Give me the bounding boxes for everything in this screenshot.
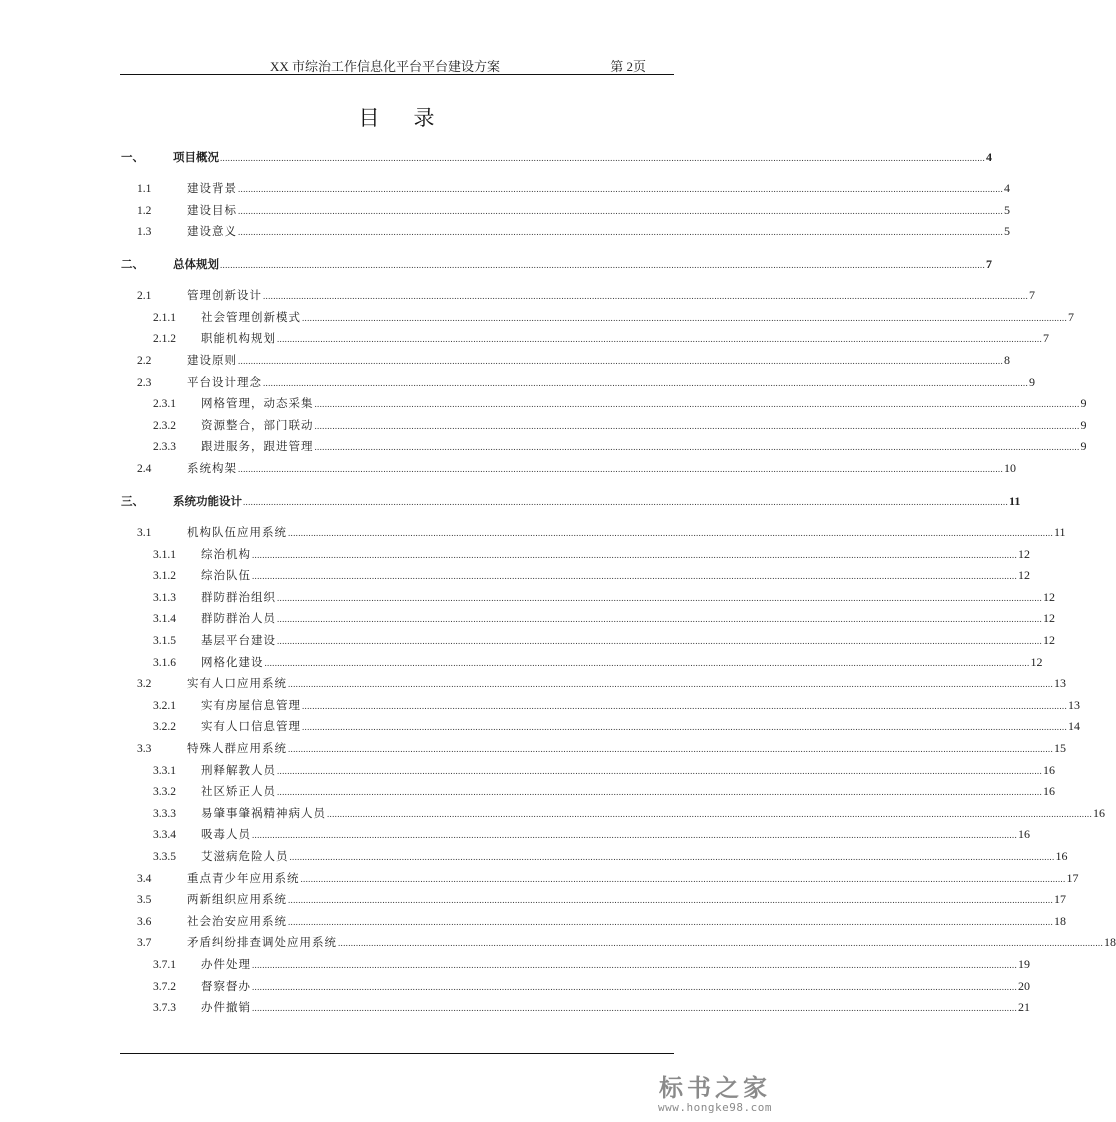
toc-dot-leader: ............................................................................................................................................................................................................................................................................................................ xyxy=(288,528,1053,538)
toc-entry[interactable] xyxy=(117,328,1049,348)
toc-dot-leader: ............................................................................................................................................................................................................................................................................................................ xyxy=(288,895,1053,906)
toc-entry-title[interactable]: 机构队伍应用系统 xyxy=(187,525,287,539)
toc-entry-number: 3.1.5 xyxy=(153,635,176,647)
toc-entry-title[interactable]: 总体规划 xyxy=(173,257,219,272)
toc-entry[interactable] xyxy=(117,630,1055,650)
toc-entry-title[interactable]: 两新组织应用系统 xyxy=(187,892,287,907)
toc-entry-title[interactable]: 社会管理创新模式 xyxy=(201,309,301,324)
toc-entry[interactable] xyxy=(117,608,1055,628)
toc-entry[interactable] xyxy=(117,716,1080,736)
toc-entry-title[interactable]: 社会治安应用系统 xyxy=(187,913,287,928)
toc-entry-title[interactable]: 职能机构规划 xyxy=(201,331,276,346)
toc-dot-leader: ............................................................................................................................................................................................................................................................................................................ xyxy=(300,873,1066,884)
toc-entry-title[interactable]: 建设意义 xyxy=(187,224,237,239)
toc-entry[interactable] xyxy=(117,738,1066,758)
page-number: 第 2页 xyxy=(610,59,646,74)
toc-entry-page: 7 xyxy=(1043,331,1049,346)
toc-entry-number: 3.3.1 xyxy=(153,764,176,777)
toc-entry-title[interactable]: 矛盾纠纷排查调处应用系统 xyxy=(187,935,337,950)
toc-entry[interactable] xyxy=(117,178,1010,198)
toc-entry[interactable] xyxy=(117,254,992,274)
toc-entry-number: 2.1 xyxy=(137,290,152,303)
toc-entry-title[interactable]: 艾滋病危险人员 xyxy=(201,849,289,863)
toc-entry-number: 一、 xyxy=(121,150,144,164)
toc-entry-title[interactable]: 综治队伍 xyxy=(201,568,251,583)
toc-entry[interactable] xyxy=(117,221,1010,241)
toc-entry-number: 2.3 xyxy=(137,376,152,389)
toc-entry-page: 17 xyxy=(1066,870,1079,885)
toc-entry-number: 3.7.1 xyxy=(153,959,176,971)
toc-entry[interactable] xyxy=(117,285,1035,305)
toc-dot-leader: ............................................................................................................................................................................................................................................................................................................ xyxy=(252,549,1017,560)
toc-entry[interactable] xyxy=(117,491,1021,511)
toc-entry-title[interactable]: 综治机构 xyxy=(201,546,251,561)
toc-entry[interactable] xyxy=(117,200,1010,220)
toc-entry-number: 3.2.2 xyxy=(153,721,176,734)
toc-entry-title[interactable]: 刑释解教人员 xyxy=(201,762,276,777)
toc-entry-title[interactable]: 网格化建设 xyxy=(201,654,264,669)
toc-dot-leader: ............................................................................................................................................................................................................................................................................................................ xyxy=(238,205,1003,216)
toc-dot-leader: ............................................................................................................................................................................................................................................................................................................ xyxy=(238,227,1003,238)
toc-dot-leader: ............................................................................................................................................................................................................................................................................................................ xyxy=(338,938,1103,949)
toc-entry-page: 4 xyxy=(1004,181,1010,195)
toc-entry-page: 12 xyxy=(1030,654,1043,669)
toc-entry-page: 12 xyxy=(1043,611,1055,626)
toc-dot-leader: ............................................................................................................................................................................................................................................................................................................ xyxy=(220,153,985,163)
toc-entry-title[interactable]: 网格管理，动态采集 xyxy=(201,396,314,411)
toc-dot-leader: ............................................................................................................................................................................................................................................................................................................ xyxy=(277,334,1042,345)
toc-entry-page: 12 xyxy=(1043,589,1055,604)
toc-entry-title[interactable]: 系统功能设计 xyxy=(173,494,242,508)
toc-entry-page: 5 xyxy=(1004,224,1010,239)
toc-entry[interactable] xyxy=(117,544,1030,564)
toc-entry-number: 3.2.1 xyxy=(153,699,176,712)
document-title: XX 市综治工作信息化平台平台建设方案 xyxy=(270,59,501,74)
toc-entry-title[interactable]: 重点青少年应用系统 xyxy=(187,870,300,885)
toc-entry-number: 3.7.3 xyxy=(153,1002,176,1015)
toc-dot-leader: ............................................................................................................................................................................................................................................................................................................ xyxy=(288,744,1053,754)
toc-entry-title[interactable]: 实有人口信息管理 xyxy=(201,719,301,734)
toc-entry-number: 二、 xyxy=(121,257,144,272)
toc-entry-title[interactable]: 特殊人群应用系统 xyxy=(187,741,287,755)
toc-entry-page: 13 xyxy=(1068,697,1080,712)
toc-entry-title[interactable]: 办件处理 xyxy=(201,957,251,971)
toc-entry-title[interactable]: 吸毒人员 xyxy=(201,827,251,842)
toc-entry[interactable] xyxy=(117,911,1066,931)
toc-dot-leader: ............................................................................................................................................................................................................................................................................................................ xyxy=(263,377,1028,388)
toc-entry-number: 3.1.1 xyxy=(153,548,176,561)
toc-entry[interactable] xyxy=(117,652,1043,672)
toc-entry-number: 1.1 xyxy=(137,183,152,195)
toc-entry[interactable] xyxy=(117,522,1066,542)
toc-entry[interactable] xyxy=(117,147,992,167)
toc-dot-leader: ............................................................................................................................................................................................................................................................................................................ xyxy=(238,184,1003,194)
toc-entry-page: 16 xyxy=(1043,784,1055,799)
page-header xyxy=(120,56,674,74)
toc-dot-leader: ............................................................................................................................................................................................................................................................................................................ xyxy=(288,916,1053,927)
toc-dot-leader: ............................................................................................................................................................................................................................................................................................................ xyxy=(220,260,985,271)
toc-entry-number: 3.3.3 xyxy=(153,807,176,820)
toc-dot-leader: ............................................................................................................................................................................................................................................................................................................ xyxy=(252,830,1017,841)
toc-dot-leader: ............................................................................................................................................................................................................................................................................................................ xyxy=(264,657,1030,668)
toc-dot-leader: ............................................................................................................................................................................................................................................................................................................ xyxy=(277,765,1042,776)
toc-entry-page: 12 xyxy=(1018,568,1030,583)
toc-entry-page: 18 xyxy=(1104,935,1116,950)
toc-entry-page: 12 xyxy=(1043,633,1055,647)
watermark-logo xyxy=(640,1068,790,1114)
toc-entry-page: 16 xyxy=(1055,849,1068,863)
toc-entry-number: 2.3.1 xyxy=(153,398,176,411)
toc-entry-number: 三、 xyxy=(121,494,144,508)
toc-dot-leader: ............................................................................................................................................................................................................................................................................................................ xyxy=(314,420,1080,431)
toc-entry-title[interactable]: 实有人口应用系统 xyxy=(187,676,287,691)
toc-dot-leader: ............................................................................................................................................................................................................................................................................................................ xyxy=(302,312,1067,323)
toc-dot-leader: ............................................................................................................................................................................................................................................................................................................ xyxy=(314,399,1080,410)
toc-entry-number: 3.3.5 xyxy=(153,851,176,863)
toc-entry-number: 3.5 xyxy=(137,894,152,907)
toc-entry[interactable] xyxy=(117,415,1087,435)
toc-dot-leader: ............................................................................................................................................................................................................................................................................................................ xyxy=(277,592,1042,603)
toc-entry-page: 4 xyxy=(986,150,992,164)
toc-entry-title[interactable]: 跟进服务，跟进管理 xyxy=(201,439,314,454)
toc-entry-number: 2.4 xyxy=(137,463,152,475)
toc-entry-title[interactable]: 项目概况 xyxy=(173,150,219,164)
toc-entry-number: 3.3.2 xyxy=(153,786,176,799)
toc-heading: 目录 xyxy=(358,106,469,130)
toc-entry[interactable] xyxy=(117,436,1087,456)
toc-dot-leader: ............................................................................................................................................................................................................................................................................................................ xyxy=(288,679,1053,690)
toc-entry-page: 12 xyxy=(1018,546,1030,561)
toc-entry-title[interactable]: 群防群治组织 xyxy=(201,589,276,604)
toc-entry-title[interactable]: 建设原则 xyxy=(187,353,237,367)
toc-entry-number: 2.1.1 xyxy=(153,311,176,324)
toc-entry[interactable] xyxy=(117,372,1035,392)
toc-entry-title[interactable]: 管理创新设计 xyxy=(187,288,262,303)
toc-dot-leader: ............................................................................................................................................................................................................................................................................................................ xyxy=(252,981,1017,992)
toc-entry-page: 9 xyxy=(1080,417,1087,432)
toc-entry[interactable] xyxy=(117,307,1074,327)
toc-entry-page: 16 xyxy=(1018,827,1030,842)
toc-entry[interactable] xyxy=(117,695,1080,715)
toc-entry-title[interactable]: 基层平台建设 xyxy=(201,633,276,647)
toc-entry-page: 7 xyxy=(1068,309,1074,324)
toc-entry-number: 3.6 xyxy=(137,915,152,928)
toc-dot-leader: ............................................................................................................................................................................................................................................................................................................ xyxy=(252,571,1017,582)
toc-entry[interactable] xyxy=(117,932,1116,952)
toc-entry-page: 19 xyxy=(1018,957,1030,971)
toc-entry-page: 14 xyxy=(1068,719,1080,734)
toc-entry-page: 10 xyxy=(1004,461,1016,475)
toc-entry-title[interactable]: 建设背景 xyxy=(187,181,237,195)
toc-dot-leader: ............................................................................................................................................................................................................................................................................................................ xyxy=(252,960,1017,970)
toc-entry-number: 3.1.2 xyxy=(153,570,176,583)
toc-entry-number: 3.7 xyxy=(137,937,152,950)
toc-entry-title[interactable]: 督察督办 xyxy=(201,978,251,993)
toc-entry-page: 8 xyxy=(1004,353,1010,367)
toc-dot-leader: ............................................................................................................................................................................................................................................................................................................ xyxy=(289,852,1055,862)
toc-entry-number: 2.3.3 xyxy=(153,441,176,454)
toc-entry-number: 3.4 xyxy=(137,872,152,885)
toc-entry-title[interactable]: 实有房屋信息管理 xyxy=(201,697,301,712)
toc-entry[interactable] xyxy=(117,954,1030,974)
toc-entry-number: 2.3.2 xyxy=(153,419,176,432)
toc-entry-number: 3.1 xyxy=(137,527,152,539)
toc-entry[interactable] xyxy=(117,976,1030,996)
toc-dot-leader: ............................................................................................................................................................................................................................................................................................................ xyxy=(277,787,1042,798)
toc-entry-number: 3.1.4 xyxy=(153,613,176,626)
toc-entry-number: 3.7.2 xyxy=(153,980,176,993)
toc-entry-number: 1.2 xyxy=(137,204,152,217)
toc-dot-leader: ............................................................................................................................................................................................................................................................................................................ xyxy=(238,464,1003,474)
toc-entry[interactable] xyxy=(117,673,1066,693)
toc-entry[interactable] xyxy=(117,889,1066,909)
toc-entry[interactable] xyxy=(117,760,1055,780)
toc-entry-number: 1.3 xyxy=(137,226,152,239)
toc-entry[interactable] xyxy=(117,803,1105,823)
toc-dot-leader: ............................................................................................................................................................................................................................................................................................................ xyxy=(243,497,1008,507)
toc-entry[interactable] xyxy=(117,565,1030,585)
toc-entry-page: 7 xyxy=(986,257,992,272)
toc-entry[interactable] xyxy=(117,350,1010,370)
watermark-title: 标书之家 xyxy=(659,1074,771,1102)
toc-entry-page: 9 xyxy=(1080,396,1087,411)
toc-entry-number: 2.2 xyxy=(137,355,152,367)
toc-dot-leader: ............................................................................................................................................................................................................................................................................................................ xyxy=(327,808,1092,819)
toc-dot-leader: ............................................................................................................................................................................................................................................................................................................ xyxy=(238,356,1003,366)
toc-dot-leader: ............................................................................................................................................................................................................................................................................................................ xyxy=(252,1003,1017,1014)
toc-entry-number: 3.3.4 xyxy=(153,829,176,842)
toc-dot-leader: ............................................................................................................................................................................................................................................................................................................ xyxy=(314,442,1080,453)
toc-entry-title[interactable]: 办件撤销 xyxy=(201,1000,251,1015)
toc-entry-page: 20 xyxy=(1018,978,1030,993)
toc-dot-leader: ............................................................................................................................................................................................................................................................................................................ xyxy=(277,636,1042,646)
toc-entry[interactable] xyxy=(117,587,1055,607)
toc-dot-leader: ............................................................................................................................................................................................................................................................................................................ xyxy=(263,291,1028,302)
toc-entry-page: 11 xyxy=(1054,525,1066,539)
toc-entry-number: 3.1.3 xyxy=(153,591,176,604)
toc-entry-title[interactable]: 易肇事肇祸精神病人员 xyxy=(201,805,326,820)
toc-entry-page: 21 xyxy=(1018,1000,1030,1015)
toc-entry-title[interactable]: 系统构架 xyxy=(187,461,237,475)
toc-dot-leader: ............................................................................................................................................................................................................................................................................................................ xyxy=(302,700,1067,711)
toc-entry[interactable] xyxy=(117,868,1079,888)
toc-entry[interactable] xyxy=(117,458,1016,478)
footer-divider xyxy=(120,1053,674,1054)
toc-dot-leader: ............................................................................................................................................................................................................................................................................................................ xyxy=(302,722,1067,733)
toc-entry-page: 17 xyxy=(1054,892,1066,907)
header-divider xyxy=(120,74,674,75)
toc-entry-number: 3.2 xyxy=(137,678,152,691)
toc-entry-title[interactable]: 建设目标 xyxy=(187,202,237,217)
watermark-url: www.hongke98.com xyxy=(658,1101,772,1114)
toc-entry-number: 2.1.2 xyxy=(153,333,176,346)
toc-entry-title[interactable]: 平台设计理念 xyxy=(187,374,262,389)
toc-entry-title[interactable]: 社区矫正人员 xyxy=(201,784,276,799)
toc-entry-number: 3.3 xyxy=(137,743,152,755)
toc-entry-page: 11 xyxy=(1009,494,1021,508)
toc-entry[interactable] xyxy=(117,781,1055,801)
toc-entry-page: 15 xyxy=(1054,741,1066,755)
toc-entry-title[interactable]: 群防群治人员 xyxy=(201,611,276,626)
toc-entry-page: 16 xyxy=(1093,805,1105,820)
toc-entry-title[interactable]: 资源整合，部门联动 xyxy=(201,417,314,432)
toc-entry-page: 7 xyxy=(1029,288,1035,303)
toc-dot-leader: ............................................................................................................................................................................................................................................................................................................ xyxy=(277,614,1042,625)
toc-entry-page: 9 xyxy=(1080,439,1087,454)
toc-entry[interactable] xyxy=(117,824,1030,844)
toc-entry-page: 5 xyxy=(1004,202,1010,217)
toc-entry[interactable] xyxy=(117,997,1030,1017)
toc-entry[interactable] xyxy=(117,846,1068,866)
toc-entry-number: 3.1.6 xyxy=(153,656,176,669)
toc-entry-page: 13 xyxy=(1054,676,1066,691)
toc-entry[interactable] xyxy=(117,393,1087,413)
toc-entry-page: 16 xyxy=(1043,762,1055,777)
toc-entry-page: 9 xyxy=(1029,374,1035,389)
toc-entry-page: 18 xyxy=(1054,913,1066,928)
